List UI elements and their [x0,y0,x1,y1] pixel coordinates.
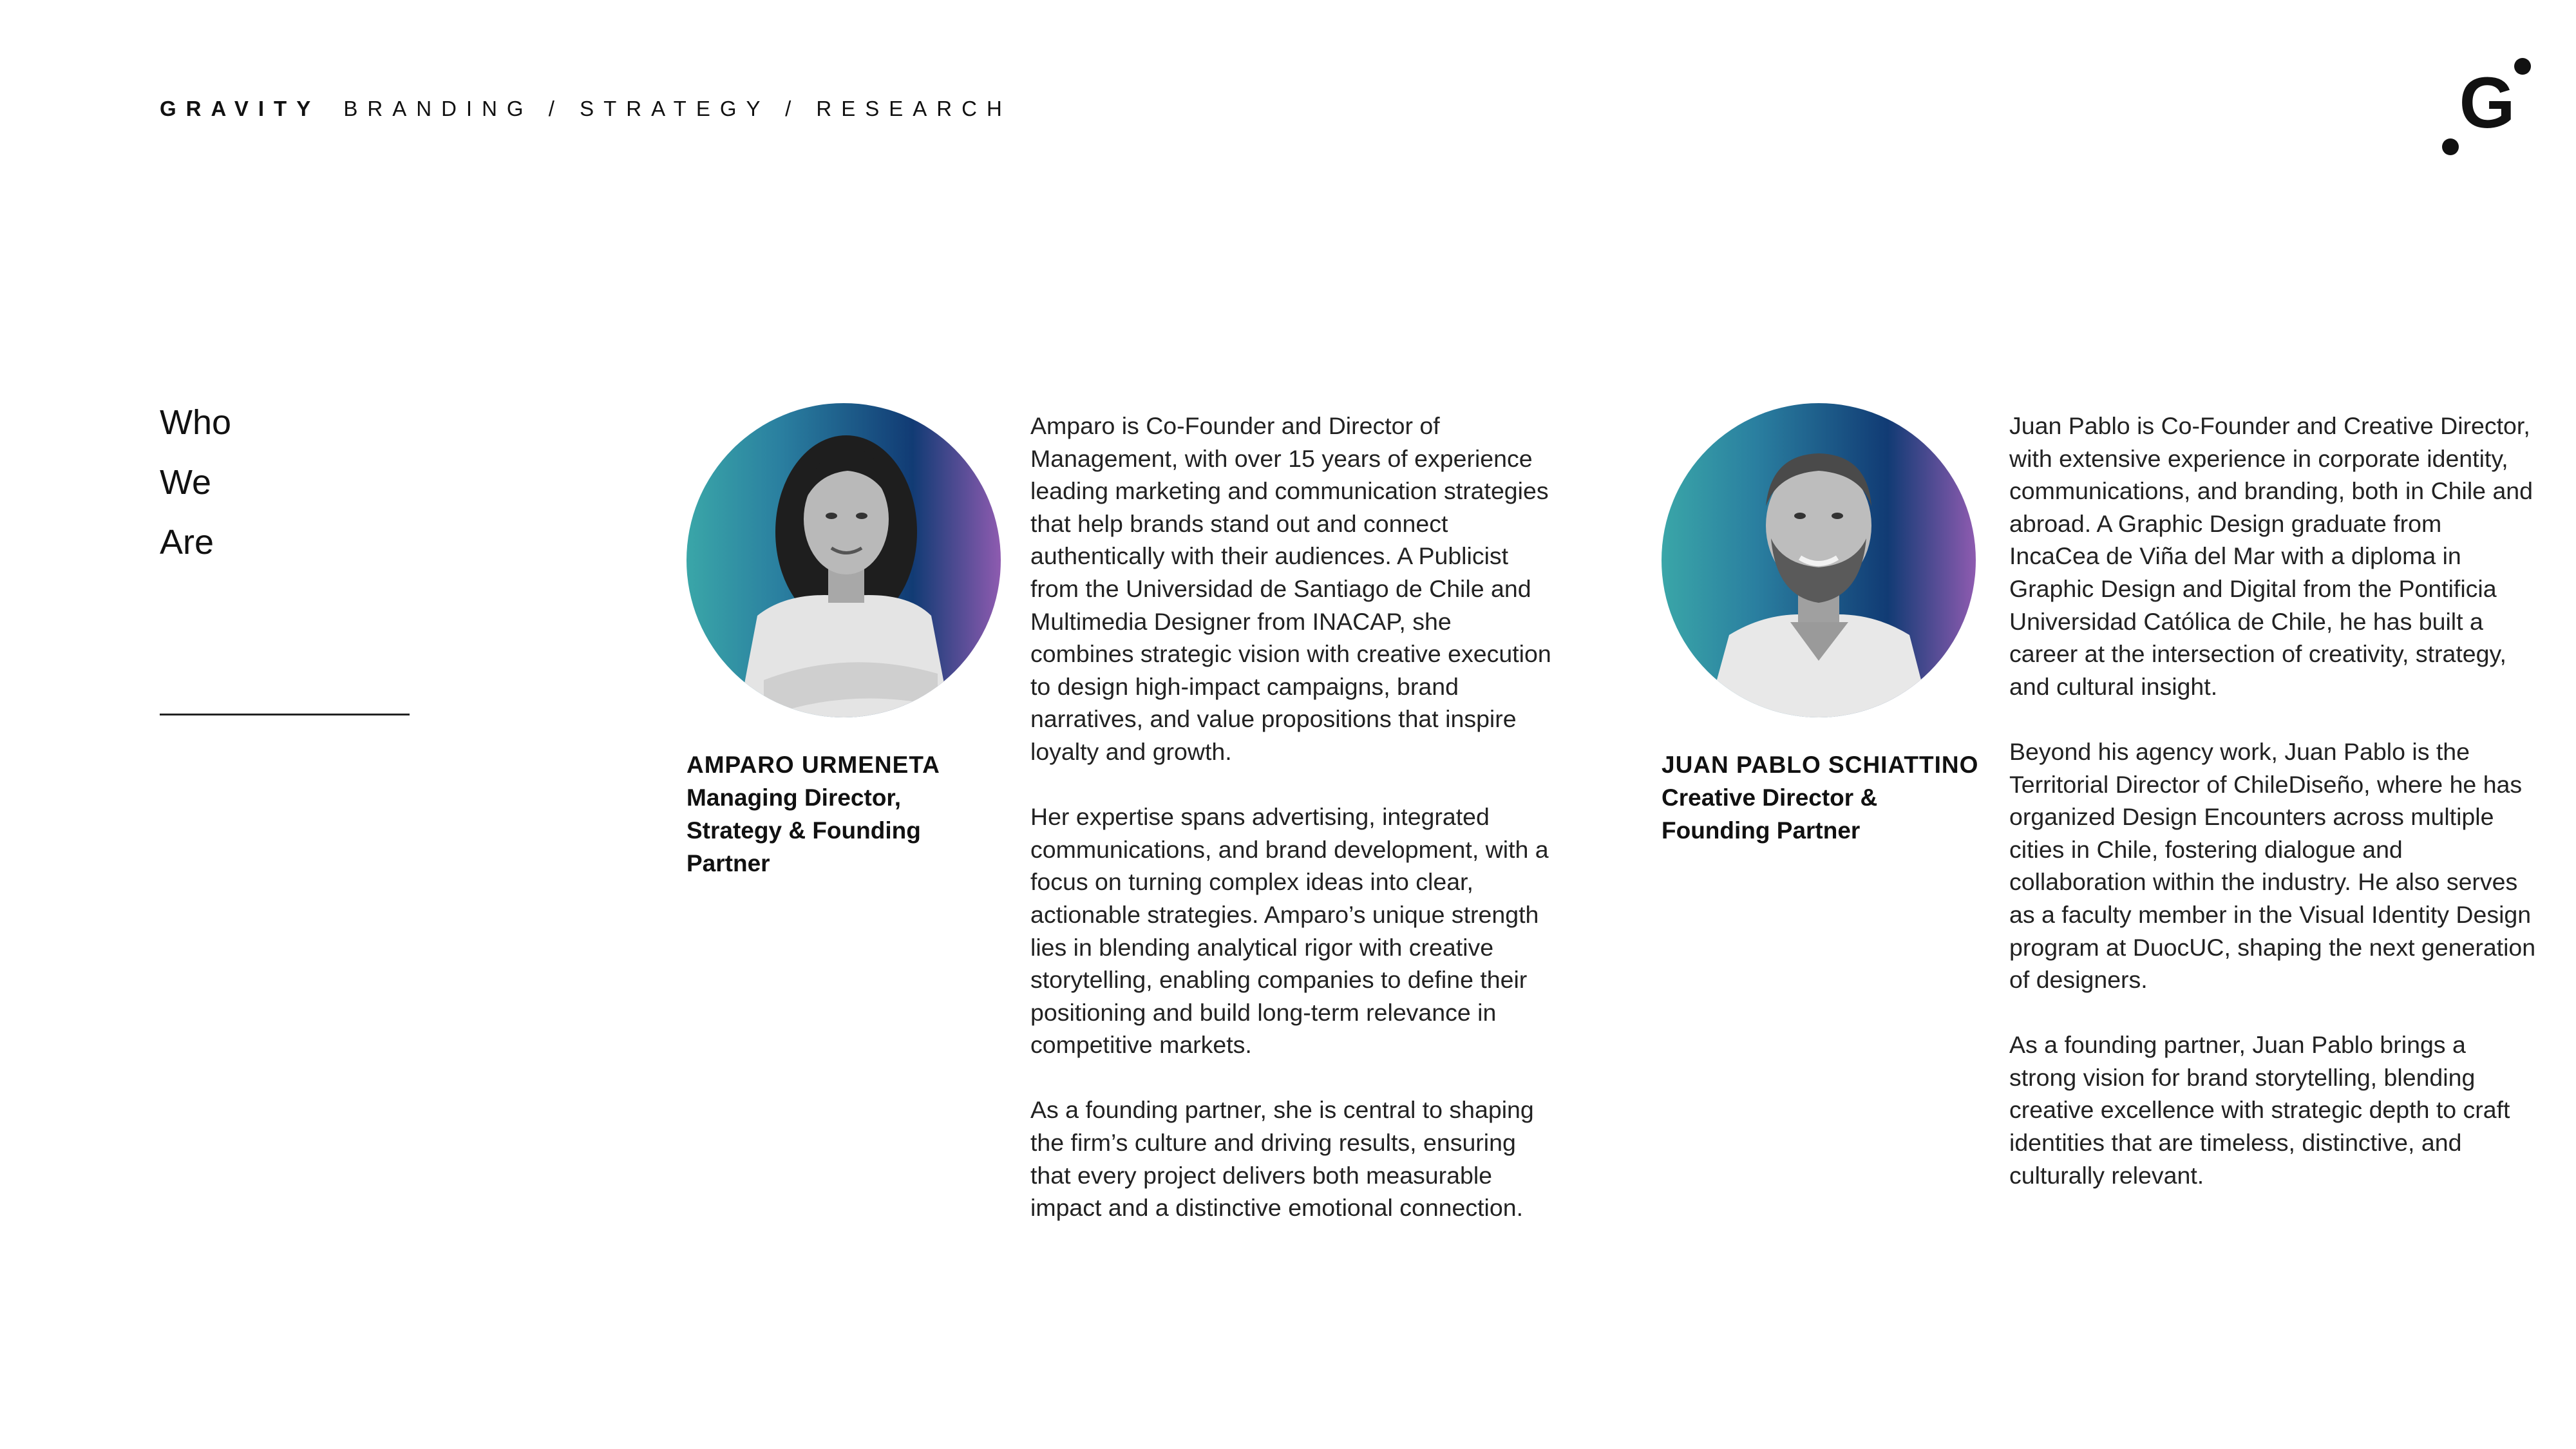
bio-paragraph: As a founding partner, she is central to shaping the firm’s culture and driving results, ensuring that every project delivers both measurable impact and a distinctive emotional connection. [1030,1096,1534,1222]
heading-line: We [160,463,212,502]
tagline: BRANDING / STRATEGY / RESEARCH [343,97,1012,120]
bio-paragraph: Amparo is Co-Founder and Director of Management, with over 15 years of experience leading marketing and communication strategies that help brands stand out and connect authentically with their audiences. A Publicist from the Universidad de Santiago de Chile and Multimedia Designer from INACAP, she combines strategic vision with creative execution to design high-impact campaigns, brand narratives, and value propositions that inspire loyalty and growth. [1030,412,1551,765]
member-name: AMPARO URMENETA [687,752,940,778]
header-tagline [160,97,1012,121]
brand-name: GRAVITY [160,97,321,120]
juan-pablo-portrait-icon [1662,403,1976,717]
member-name-block [1662,748,1996,847]
logo-letter: G [2459,62,2515,143]
section-heading [160,393,231,573]
member-bio [2009,410,2537,1191]
heading-line: Who [160,403,232,442]
heading-divider [160,714,410,715]
gravity-logo-icon [2434,55,2541,162]
bio-paragraph: Juan Pablo is Co-Founder and Creative Director, with extensive experience in corporate identity, communications, and branding, both in Chile and abroad. A Graphic Design graduate from IncaCea de Viña del Mar with a diploma in Graphic Design and Digital from the Pontificia Universidad Católica de Chile, he has built a career at the intersection of creativity, strategy, and cultural insight. [2009,412,2533,700]
member-bio [1030,410,1558,1224]
bio-paragraph: Her expertise spans advertising, integrated communications, and brand development, with a focus on turning complex ideas into clear, actionable strategies. Amparo’s unique strength lies in blending analytical rigor with creative storytelling, enabling companies to define their positioning and build long-term relevance in competitive markets. [1030,803,1549,1059]
member-role: Creative Director & Founding Partner [1662,784,1878,844]
heading-line: Are [160,523,214,562]
amparo-portrait-icon [687,403,1001,717]
member-role: Managing Director, Strategy & Founding Partner [687,784,921,876]
member-name-block [687,748,989,880]
member-name: JUAN PABLO SCHIATTINO [1662,752,1979,778]
bio-paragraph: As a founding partner, Juan Pablo brings a strong vision for brand storytelling, blending creative excellence with strategic depth to craft identities that are timeless, distinctive, and culturally relevant. [2009,1031,2510,1189]
bio-paragraph: Beyond his agency work, Juan Pablo is the Territorial Director of ChileDiseño, where he has organized Design Encounters across multiple cities in Chile, fostering dialogue and collaboration within the industry. He also serves as a faculty member in the Visual Identity Design program at DuocUC, shaping the next generation of designers. [2009,737,2536,994]
